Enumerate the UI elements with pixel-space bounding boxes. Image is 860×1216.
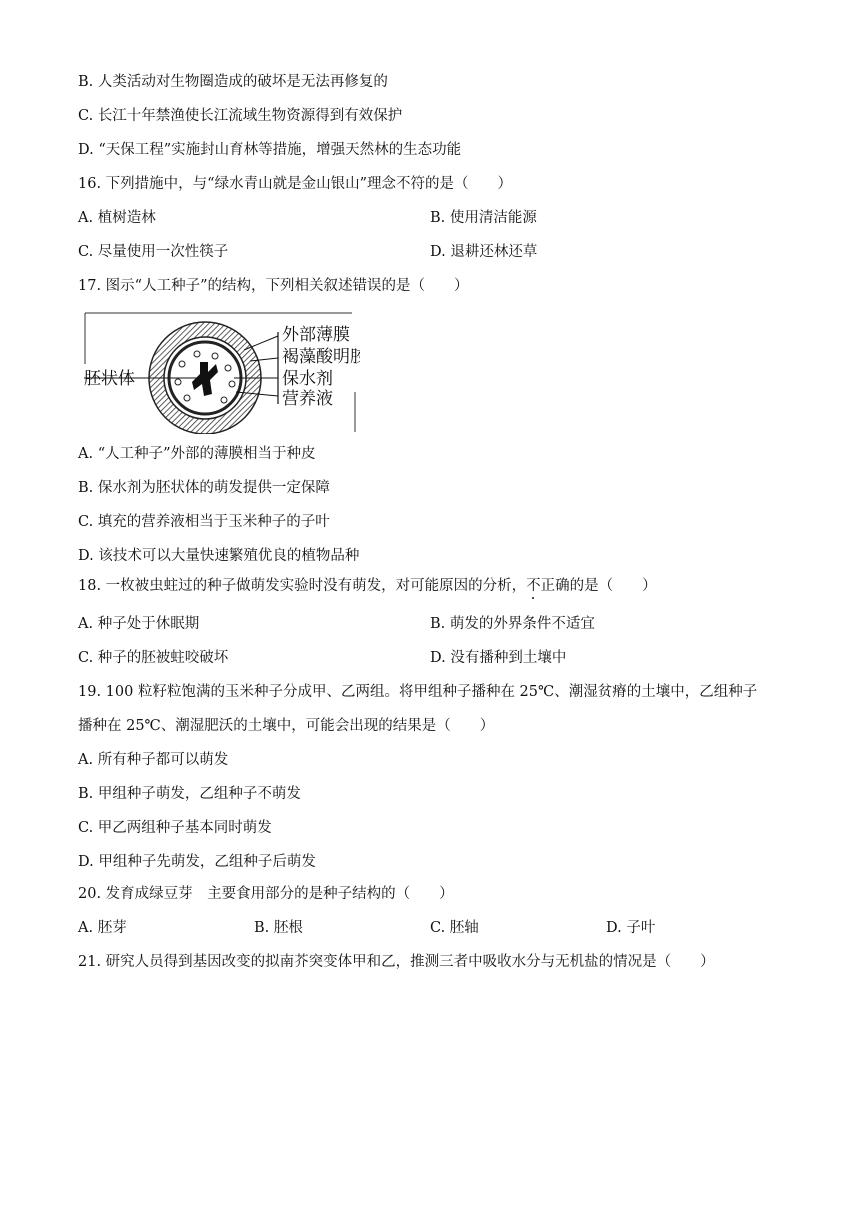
q20-option-a: A. 胚芽 (78, 920, 127, 936)
q15-option-d: D. “天保工程”实施封山育林等措施，增强天然林的生态功能 (78, 142, 462, 158)
q18-option-a: A. 种子处于休眠期 (78, 616, 200, 632)
q15-option-b: B. 人类活动对生物圈造成的破坏是无法再修复的 (78, 74, 388, 90)
q18-option-c: C. 种子的胚被蛀咬破坏 (78, 650, 229, 666)
q19-stem-line2: 播种在 25℃、潮湿肥沃的土壤中，可能会出现的结果是（ ） (78, 718, 495, 734)
q16-option-a: A. 植树造林 (78, 210, 156, 226)
q16-option-c: C. 尽量使用一次性筷子 (78, 244, 229, 260)
q17-stem: 17. 图示“人工种子”的结构，下列相关叙述错误的是（ ） (78, 278, 469, 294)
q19-option-c: C. 甲乙两组种子基本同时萌发 (78, 820, 272, 836)
q20-option-d: D. 子叶 (606, 920, 656, 936)
label-alginate: 褐藻酸明胶 (282, 347, 360, 367)
q18-stem-text-end: 正确的是（ ） (540, 578, 657, 594)
q16-option-d: D. 退耕还林还草 (430, 244, 538, 260)
q18-option-b: B. 萌发的外界条件不适宜 (430, 616, 595, 632)
q18-option-d: D. 没有播种到土壤中 (430, 650, 567, 666)
q20-option-b: B. 胚根 (254, 920, 303, 936)
q17-option-c: C. 填充的营养液相当于玉米种子的子叶 (78, 514, 330, 530)
q16-stem: 16. 下列措施中，与“绿水青山就是金山银山”理念不符的是（ ） (78, 176, 512, 192)
q16-option-b: B. 使用清洁能源 (430, 210, 537, 226)
q20-option-c: C. 胚轴 (430, 920, 479, 936)
q21-stem: 21. 研究人员得到基因改变的拟南芥突变体甲和乙，推测三者中吸收水分与无机盐的情况是（ ） (78, 954, 715, 970)
q18-stem (78, 576, 657, 596)
q19-stem-line1: 19. 100 粒籽粒饱满的玉米种子分成甲、乙两组。将甲组种子播种在 25℃、潮湿贫瘠的土壤中，乙组种子 (78, 684, 758, 700)
q17-option-d: D. 该技术可以大量快速繁殖优良的植物品种 (78, 548, 360, 564)
q18-stem-text: 18. 一枚被虫蛀过的种子做萌发实验时没有萌发，对可能原因的分析， (78, 578, 527, 594)
q19-option-a: A. 所有种子都可以萌发 (78, 752, 229, 768)
q20-stem: 20. 发育成绿豆芽 主要食用部分的是种子结构的（ ） (78, 886, 454, 902)
q15-option-c: C. 长江十年禁渔使长江流域生物资源得到有效保护 (78, 108, 403, 124)
label-embryoid: 胚状体 (84, 369, 135, 389)
label-outer-film: 外部薄膜 (282, 325, 350, 345)
q18-emphasis-not: 不 (526, 578, 541, 594)
label-nutrient: 营养液 (282, 389, 333, 409)
q17-option-a: A. “人工种子”外部的薄膜相当于种皮 (78, 446, 316, 462)
q19-option-d: D. 甲组种子先萌发，乙组种子后萌发 (78, 854, 316, 870)
label-water-agent: 保水剂 (282, 369, 333, 389)
q19-option-b: B. 甲组种子萌发，乙组种子不萌发 (78, 786, 301, 802)
artificial-seed-figure (84, 312, 360, 434)
q17-option-b: B. 保水剂为胚状体的萌发提供一定保障 (78, 480, 330, 496)
